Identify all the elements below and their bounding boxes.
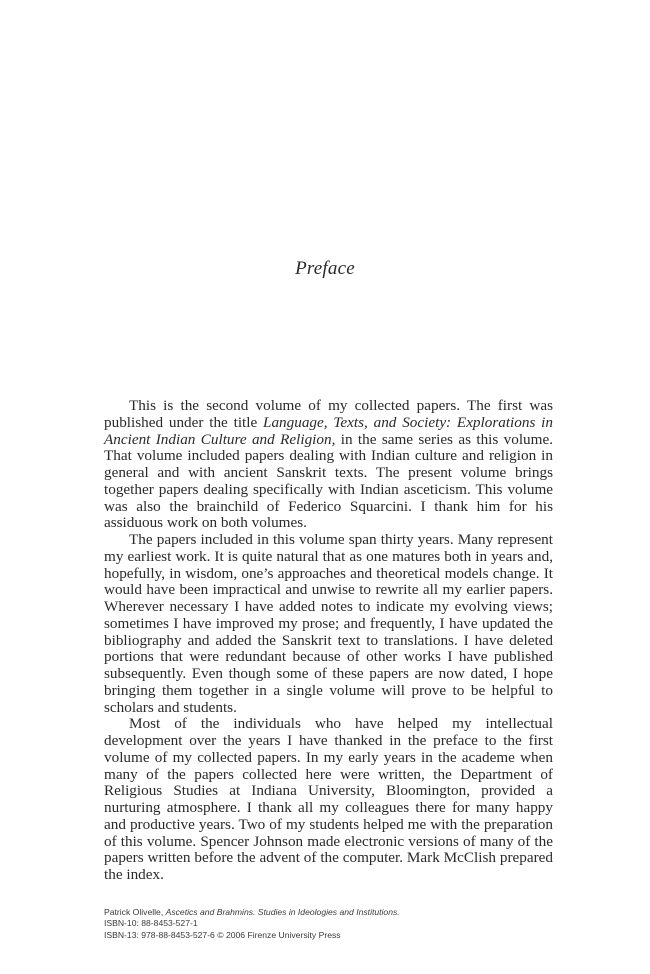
publication-footer: [104, 907, 553, 941]
preface-body: [104, 398, 553, 884]
isbn-10: ISBN-10: 88-8453-527-1: [104, 918, 198, 929]
paragraph-text: The papers included in this volume span thirty years. Many represent my earliest work. It is quite natural that as one matures both in years and, hopefully, in wisdom, one’s approaches and theoretical models change. It would have been impractical and unwise to rewrite all my earlier papers. Wherever necessary I have added notes to indicate my evolving views; sometimes I have improved my prose; and frequently, I have updated the bibliography and added the Sanskrit text to translations. I have deleted portions that were redundant because of other works I have published subsequently. Even though some of these papers are now dated, I hope bringing them together in a single volume will prove to be helpful to scholars and students.: [104, 531, 553, 716]
book-title: Language, Texts, and Society: Explorations in Ancient Indian Culture and Religion,: [104, 413, 553, 448]
paragraph: [104, 398, 553, 532]
paragraph: [104, 532, 553, 716]
citation-author: Patrick Olivelle,: [104, 907, 166, 917]
paragraph-text: Most of the individuals who have helped my intellectual development over the years I have thanked in the preface to the first volume of my collected papers. In my early years in the academe when many of the papers collected here were written, the Department of Religious Studies at Indiana University, Bloomington, provided a nurturing atmosphere. I thank all my colleagues there for many happy and productive years. Two of my students helped me with the preparation of this volume. Spencer Johnson made electronic versions of many of the papers written before the advent of the computer. Mark McClish prepared the index.: [104, 715, 553, 883]
paragraph: [104, 716, 553, 884]
isbn-13: ISBN-13: 978-88-8453-527-6 © 2006 Firenze University Press: [104, 929, 341, 940]
citation-line: [104, 907, 553, 918]
paragraph-text: This is the second volume of my collected papers. The first was published under the title: [104, 397, 553, 431]
citation-title: Ascetics and Brahmins. Studies in Ideologies and Institutions.: [165, 907, 400, 917]
page-title: Preface: [295, 258, 355, 279]
paragraph-text: in the same series as this volume. That volume included papers dealing with Indian culture and religion in general and with ancient Sanskrit texts. The present volume brings together papers dealing specifically with Indian asceticism. This volume was also the brainchild of Federico Squarcini. I thank him for his assiduous work on both volumes.: [104, 430, 553, 532]
